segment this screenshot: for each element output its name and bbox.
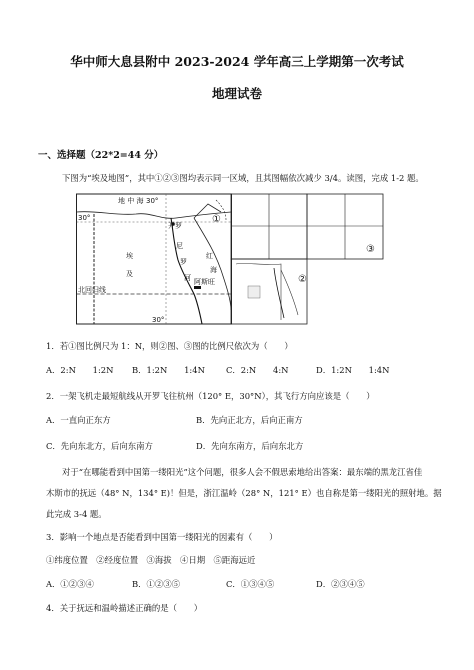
label-mediterranean: 地 中 海 — [118, 197, 144, 205]
label-nile-2: 罗 — [180, 258, 187, 266]
q3-factor-list: ①纬度位置 ②经度位置 ③海拔 ④日期 ⑤距海远近 — [46, 555, 256, 565]
q1-option-d[interactable]: D．1:2N 1:4N — [316, 365, 390, 375]
label-egypt-2: 及 — [126, 270, 133, 278]
q2-option-b[interactable]: B．先向正北方，后向正南方 — [196, 415, 303, 425]
q3-option-d[interactable]: D．②③④⑤ — [316, 579, 365, 589]
q3-option-c[interactable]: C．①③④⑤ — [226, 579, 275, 589]
passage-line-1: 对于“在哪能看到中国第一缕阳光”这个问题，很多人会不假思索地给出答案：最东端的黑龙江省佳 — [62, 467, 423, 477]
q4-stem: 4．关于抚远和温岭描述正确的是（ ） — [46, 603, 203, 613]
label-circle-2: ② — [298, 274, 307, 285]
q3-option-a[interactable]: A．①②③④ — [46, 579, 94, 589]
q2-option-c[interactable]: C．先向东北方，后向东南方 — [46, 441, 153, 451]
q1-option-a[interactable]: A．2:N 1:2N — [46, 365, 114, 375]
q1-stem: 1．若①图比例尺为 1：N，则②图、③图的比例尺依次为（ ） — [46, 341, 293, 351]
label-lat30-left: 30° — [78, 214, 91, 222]
q1-option-b[interactable]: B．1:2N 1:4N — [132, 365, 205, 375]
label-aswan: 阿斯旺 — [194, 278, 215, 286]
q2-option-a[interactable]: A．一直向正东方 — [46, 415, 111, 425]
passage-line-2: 木斯市的抚远（48° N，134° E)！但是，浙江温岭（28° N，121° E）也自称是第一缕阳光的照射地。据 — [46, 488, 442, 498]
egypt-map-figure — [76, 190, 386, 328]
label-lat30-top: 30° — [146, 197, 159, 205]
passage-line-3: 此完成 3-4 题。 — [46, 509, 107, 519]
label-nile-1: 尼 — [176, 242, 183, 250]
section-heading: 一、选择题（22*2=44 分） — [38, 150, 164, 161]
q1-option-c[interactable]: C．2:N 4:N — [226, 365, 289, 375]
label-red-2: 海 — [210, 266, 217, 274]
label-lon30-bottom: 30° — [152, 316, 165, 324]
label-red-1: 红 — [206, 252, 213, 260]
exam-subtitle: 地理试卷 — [211, 86, 262, 101]
q3-option-b[interactable]: B．①②③⑤ — [132, 579, 181, 589]
nile-river — [171, 218, 202, 324]
label-tropic: 北回归线 — [78, 286, 106, 294]
label-nile-3: 河 — [184, 274, 191, 282]
intro-paragraph: 下图为“埃及地图”，其中①②③图均表示同一区域，且其图幅依次减少 3/4。读图，完成 1-2 题。 — [62, 173, 424, 183]
q3-stem: 3．影响一个地点是否能看到中国第一缕阳光的因素有（ ） — [46, 532, 278, 542]
q2-option-d[interactable]: D．先向东南方，后向东北方 — [196, 441, 304, 451]
label-circle-3: ③ — [366, 244, 375, 255]
q2-stem: 2．一架飞机走最短航线从开罗飞往杭州（120° E，30°N），其飞行方向应该是（ ） — [46, 391, 375, 401]
label-egypt-1: 埃 — [126, 252, 133, 260]
coastline — [77, 212, 232, 219]
label-cairo: 开罗 — [168, 222, 182, 230]
exam-title: 华中师大息县附中 2023-2024 学年高三上学期第一次考试 — [70, 54, 404, 69]
label-circle-1: ① — [212, 214, 221, 225]
